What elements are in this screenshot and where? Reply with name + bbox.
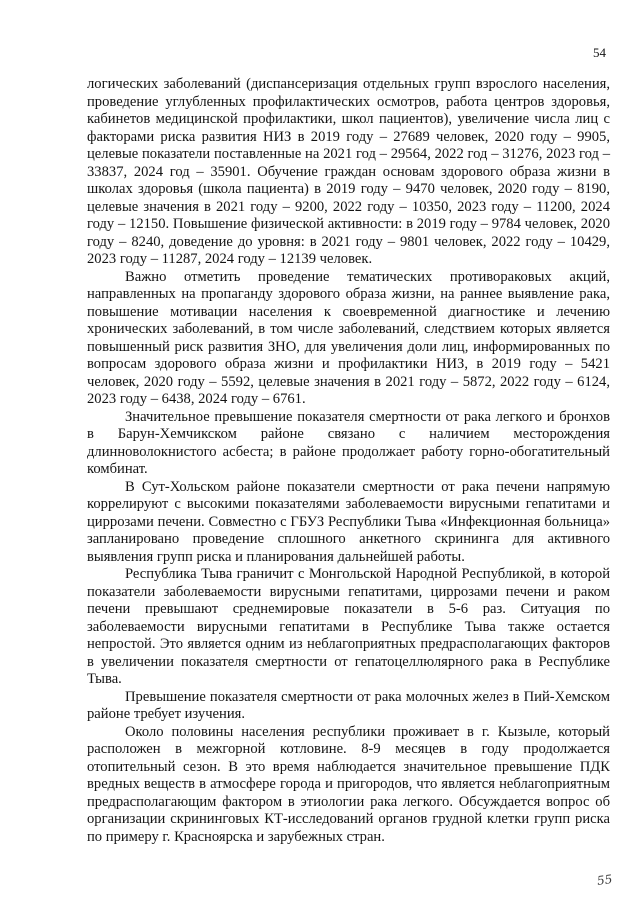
paragraph: Около половины населения республики проживает в г. Кызыле, который расположен в межгорной котловине. 8-9 месяцев в году продолжается отопительный сезон. В это время наблюдается значительное превышение ПДК вредных веществ в атмосфере города и пригородов, что является неблагоприятным предрасполагающим фактором в этиологии рака легкого. Обсуждается вопрос об организации скрининговых КТ-исследований органов грудной клетки групп риска по примеру г. Красноярска и зарубежных стран. — [87, 723, 610, 845]
handwritten-page-number: 55 — [595, 872, 613, 888]
paragraph: Республика Тыва граничит с Монгольской Народной Республикой, в которой показатели заболеваемости вирусными гепатитами, циррозами печени и раком печени превышают среднемировые показатели в 5-6 раз. Ситуация по заболеваемости вирусными гепатитами в Республике Тыва также остается непростой. Это является одним из неблагоприятных предрасполагающих факторов в увеличении показателя смертности от гепатоцеллюлярного рака в Республике Тыва. — [87, 566, 610, 687]
body-text — [87, 76, 610, 846]
paragraph: Важно отметить проведение тематических противораковых акций, направленных на пропаганду здорового образа жизни, на раннее выявление рака, повышение мотивации населения к своевременной диагностике и лечению хронических заболеваний, в том числе заболеваний, следствием которых является повышенный риск развития ЗНО, для увеличения доли лиц, информированных по вопросам здорового образа жизни и профилактики НИЗ, в 2019 году – 5421 человек, 2020 году – 5592, целевые значения в 2021 году – 5872, 2022 году – 6124, 2023 году – 6438, 2024 году – 6761. — [87, 268, 610, 407]
paragraph: Значительное превышение показателя смертности от рака легкого и бронхов в Барун-Хемчикском районе связано с наличием месторождения длинноволокнистого асбеста; в районе продолжает работу горно-обогатительный комбинат. — [87, 408, 610, 477]
page-number: 54 — [593, 45, 606, 60]
paragraph-continuation: логических заболеваний (диспансеризация отдельных групп взрослого населения, проведение углубленных профилактических осмотров, работа центров здоровья, кабинетов медицинской профилактики, школ пациентов), увеличение числа лиц с факторами риска развития НИЗ в 2019 году – 27689 человек, 2020 году – 9905, целевые показатели поставленные на 2021 год – 29564, 2022 год – 31276, 2023 год – 33837, 2024 год – 35901. Обучение граждан основам здорового образа жизни в школах здоровья (школа пациента) в 2019 году – 9470 человек, 2020 году – 8190, целевые значения в 2021 году – 9200, 2022 году – 10350, 2023 году – 11200, 2024 году – 12150. Повышение физической активности: в 2019 году – 9784 человек, 2020 году – 8240, доведение до уровня: в 2021 году – 9801 человек, 2022 году – 10429, 2023 году – 11287, 2024 году – 12139 человек. — [87, 76, 610, 267]
paragraph: В Сут-Хольском районе показатели смертности от рака печени напрямую коррелируют с высокими показателями заболеваемости вирусными гепатитами и циррозами печени. Совместно с ГБУЗ Республики Тыва «Инфекционная больница» запланировано проведение сплошного анкетного скрининга для активного выявления групп риска и планирования дальнейшей работы. — [87, 478, 610, 565]
paragraph: Превышение показателя смертности от рака молочных желез в Пий-Хемском районе требует изучения. — [87, 688, 610, 722]
